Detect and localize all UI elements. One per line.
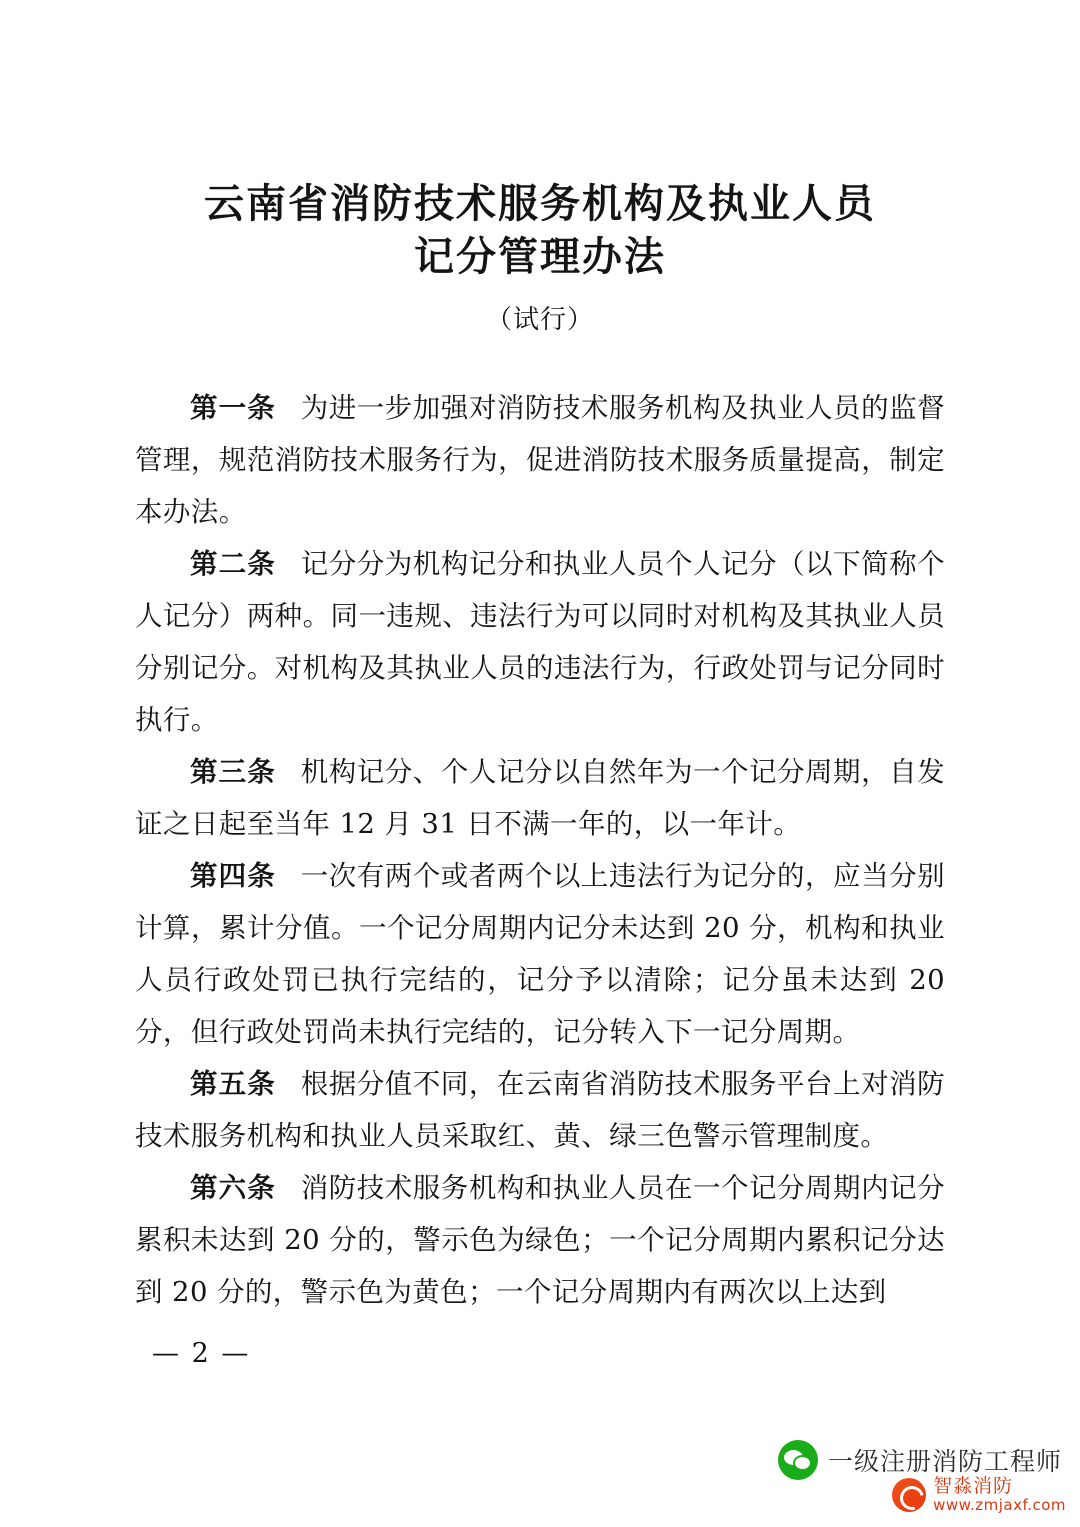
article-label-6: 第六条 (190, 1171, 276, 1204)
article-label-2: 第二条 (190, 547, 276, 580)
article-text-4: 一次有两个或者两个以上违法行为记分的，应当分别计算，累计分值。一个记分周期内记分未达到 20 分，机构和执业人员行政处罚已执行完结的，记分予以清除；记分虽未达到 20 分，但行政处罚尚未执行完结的，记分转入下一记分周期。 (135, 859, 946, 1048)
page-subtitle: （试行） (485, 304, 594, 335)
article-text-6: 消防技术服务机构和执业人员在一个记分周期内记分累积未达到 20 分的，警示色为绿色；一个记分周期内累积记分达到 20 分的，警示色为黄色；一个记分周期内有两次以上达到 (135, 1171, 946, 1308)
article-label-3: 第三条 (190, 755, 276, 788)
article-label-4: 第四条 (190, 859, 276, 892)
site-watermark-texts (933, 1476, 1066, 1514)
article-label-5: 第五条 (190, 1067, 276, 1100)
article-text-5: 根据分值不同，在云南省消防技术服务平台上对消防技术服务机构和执业人员采取红、黄、绿三色警示管理制度。 (135, 1067, 946, 1152)
article-paragraph-4 (135, 850, 945, 1058)
article-label-1: 第一条 (190, 391, 276, 424)
site-url: www.zmjaxf.com (933, 1496, 1066, 1515)
article-paragraph-3 (135, 746, 945, 850)
site-watermark (892, 1476, 1066, 1514)
page-title (0, 0, 1080, 284)
article-paragraph-1 (135, 382, 945, 538)
page-number: — 2 — (152, 1338, 251, 1369)
article-text-3: 机构记分、个人记分以自然年为一个记分周期，自发证之日起至当年 12 月 31 日不满一年的，以一年计。 (135, 755, 946, 840)
flame-logo-icon (892, 1478, 926, 1512)
article-paragraph-2 (135, 538, 945, 746)
page-title-line-1: 云南省消防技术服务机构及执业人员 (204, 180, 876, 227)
article-paragraph-6 (135, 1162, 945, 1318)
document-body (135, 338, 945, 1318)
site-name: 智淼消防 (933, 1475, 1014, 1497)
wechat-account-name: 一级注册消防工程师 (827, 1447, 1062, 1476)
wechat-icon (778, 1440, 818, 1480)
page-title-line-2: 记分管理办法 (414, 232, 666, 280)
article-text-2: 记分分为机构记分和执业人员个人记分（以下简称个人记分）两种。同一违规、违法行为可以同时对机构及其执业人员分别记分。对机构及其执业人员的违法行为，行政处罚与记分同时执行。 (135, 547, 946, 736)
article-text-1: 为进一步加强对消防技术服务机构及执业人员的监督管理，规范消防技术服务行为，促进消防技术服务质量提高，制定本办法。 (135, 391, 946, 528)
wechat-watermark (778, 1440, 1062, 1480)
article-paragraph-5 (135, 1058, 945, 1162)
